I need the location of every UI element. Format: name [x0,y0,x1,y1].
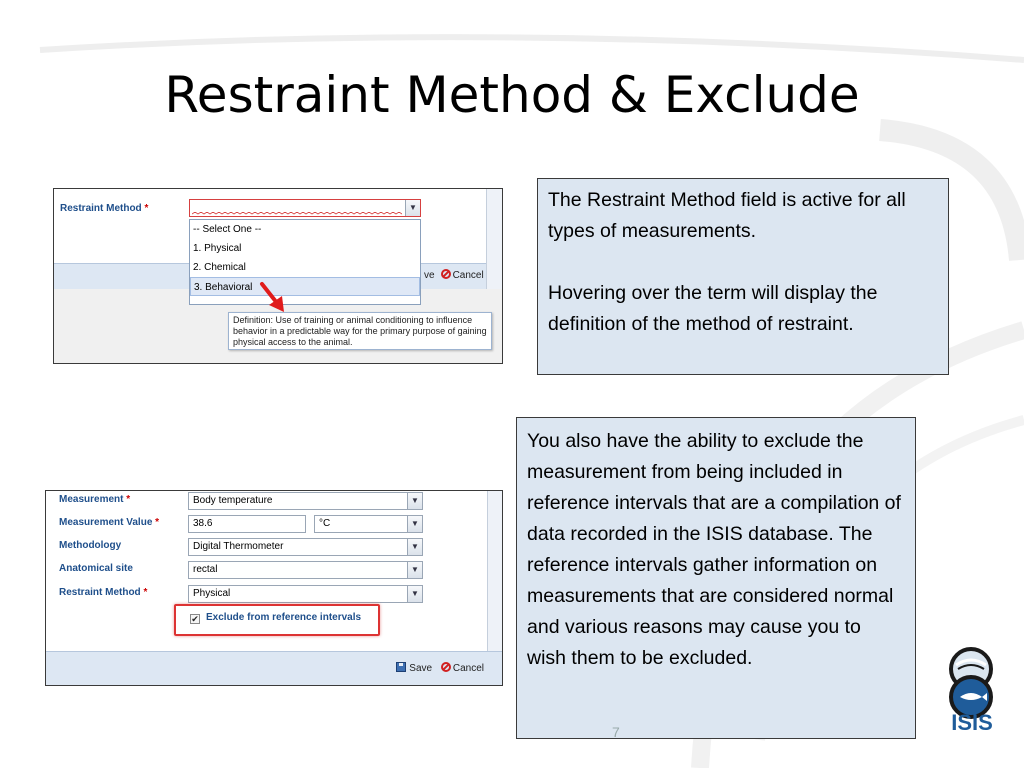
unit-text: °C [319,518,331,529]
save-button[interactable]: Save [409,663,433,674]
red-arrow-icon [258,281,288,315]
slide-title: Restraint Method & Exclude [164,66,860,124]
unit-select[interactable] [314,515,423,533]
info-paragraph: You also have the ability to exclude the measurement from being included in reference intervals that are a compilation of data recorded in the ISIS database. The reference intervals gather information on measurements that are considered normal and various reasons may cause you to wish them to be excluded. [527,430,901,669]
restraint-method-select[interactable] [188,585,423,603]
restraint-method-label-text: Restraint Method [60,203,142,214]
cancel-button[interactable]: Cancel [452,270,484,281]
anatomical-site-select[interactable] [188,561,423,579]
chevron-down-icon[interactable]: ▼ [407,562,422,578]
cancel-icon [441,269,451,279]
methodology-select[interactable] [188,538,423,556]
measurement-value-label-text: Measurement Value [59,517,153,528]
footer-buttons [396,662,484,674]
restraint-method-label-text: Restraint Method [59,587,141,598]
chevron-down-icon[interactable]: ▼ [405,200,420,216]
dropdown-option-highlighted[interactable]: 3. Behavioral [190,277,420,296]
info-box-restraint [537,178,949,375]
restraint-method-label [60,203,148,214]
required-asterisk: * [155,517,160,528]
info-paragraph: Hovering over the term will display the definition of the method of restraint. [548,282,878,335]
anatomical-site-label-text: Anatomical site [59,563,133,574]
screenshot-restraint-dropdown [53,188,503,364]
dropdown-option[interactable]: -- Select One -- [193,224,262,235]
chevron-down-icon[interactable]: ▼ [407,586,422,602]
exclude-checkbox[interactable]: ✔ [191,614,199,624]
page-number: 7 [612,724,620,740]
partial-save-text[interactable]: ve [424,270,435,281]
measurement-value-label [59,517,159,528]
validation-squiggle [192,212,402,216]
info-box-exclude [516,417,916,739]
scrollbar[interactable] [487,491,503,651]
logo-text: ISIS [951,710,993,735]
dropdown-option[interactable]: 2. Chemical [193,262,246,273]
methodology-label-text: Methodology [59,540,122,551]
methodology-value-text: Digital Thermometer [193,541,284,552]
measurement-label-text: Measurement [59,494,124,505]
partial-buttons [424,269,484,281]
scrollbar[interactable] [486,189,503,289]
measurement-value-input[interactable] [188,515,306,533]
chevron-down-icon[interactable]: ▼ [407,539,422,555]
anatomical-site-value-text: rectal [193,564,218,575]
restraint-dropdown-list [189,219,421,305]
measurement-label [59,494,130,505]
chevron-down-icon[interactable]: ▼ [407,516,422,532]
required-asterisk: * [126,494,131,505]
cancel-icon [441,662,451,672]
anatomical-site-label [59,563,133,574]
exclude-checkbox-label[interactable]: Exclude from reference intervals [206,612,362,623]
restraint-method-value-text: Physical [193,588,231,599]
restraint-method-label [59,587,147,598]
required-asterisk: * [144,203,149,214]
measurement-value-text: Body temperature [193,495,273,506]
exclude-highlight-box [174,604,380,636]
restraint-method-select[interactable] [189,199,421,217]
screenshot-measurement-form [45,490,503,686]
measurement-value-number: 38.6 [193,518,213,529]
definition-tooltip: Definition: Use of training or animal conditioning to influence behavior in a predictable way for the primary purpose of gaining physical access to the animal. [228,312,492,350]
chevron-down-icon[interactable]: ▼ [407,493,422,509]
form-footer [46,651,502,686]
required-asterisk: * [143,587,148,598]
methodology-label [59,540,121,551]
measurement-select[interactable] [188,492,423,510]
cancel-button[interactable]: Cancel [452,663,484,674]
info-paragraph: The Restraint Method field is active for all types of measurements. [548,189,906,242]
dropdown-option[interactable]: 1. Physical [193,243,242,254]
save-icon [396,662,406,672]
